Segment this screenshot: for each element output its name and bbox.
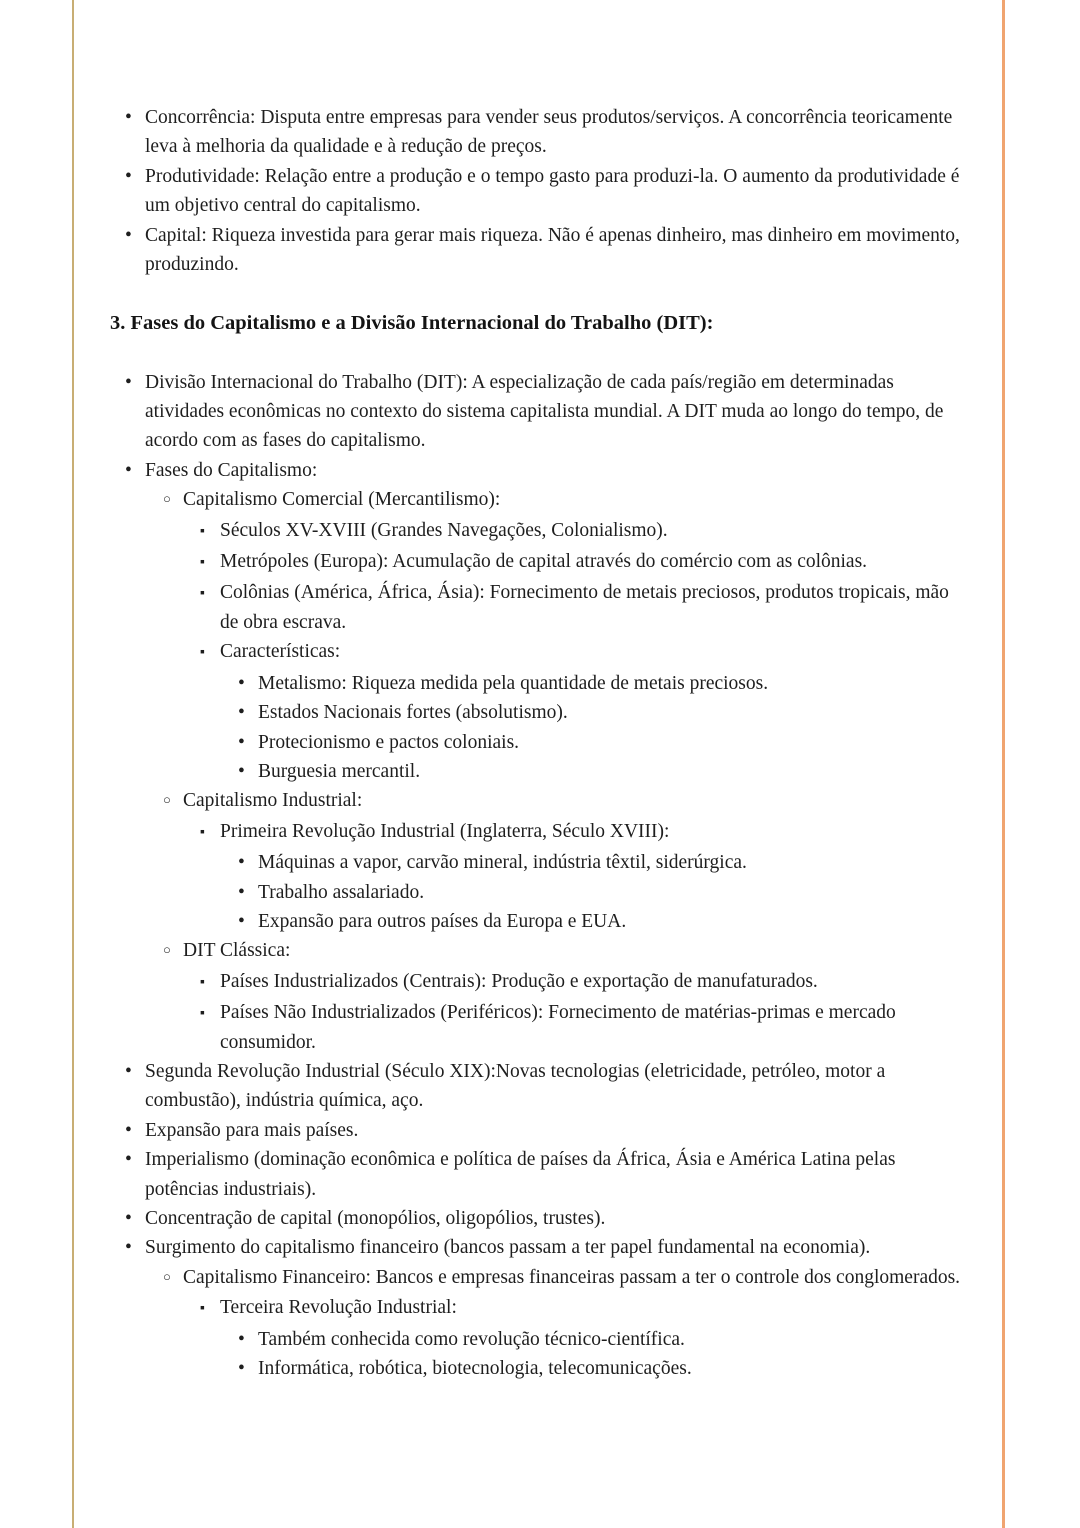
list-item-text: Produtividade: Relação entre a produção e o tempo gasto para produzi-la. O aumento da produtividade é um objetivo central do capitalismo. bbox=[145, 165, 960, 217]
list-item-text: Metalismo: Riqueza medida pela quantidade de metais preciosos. bbox=[258, 672, 769, 694]
list-item-text: Surgimento do capitalismo financeiro (bancos passam a ter papel fundamental na economia). bbox=[145, 1237, 871, 1259]
list-item bbox=[125, 221, 972, 280]
bullet-disc-icon bbox=[238, 848, 258, 877]
page-right-border bbox=[1002, 0, 1005, 1528]
list-item bbox=[238, 1354, 972, 1383]
list-item bbox=[125, 1233, 972, 1262]
list-item bbox=[163, 936, 972, 966]
list-item-text: Também conhecida como revolução técnico-científica. bbox=[258, 1328, 685, 1350]
bullet-disc-icon bbox=[125, 456, 145, 485]
list-item-text: Capitalismo Financeiro: Bancos e empresas financeiras passam a ter o controle dos conglomerados. bbox=[183, 1266, 961, 1288]
bullet-circle-icon bbox=[163, 936, 183, 966]
list-item bbox=[125, 103, 972, 162]
section-heading: 3. Fases do Capitalismo e a Divisão Internacional do Trabalho (DIT): bbox=[110, 311, 714, 334]
list-item-text: Trabalho assalariado. bbox=[258, 881, 425, 903]
bullet-disc-icon bbox=[125, 221, 145, 280]
list-item-text: Concentração de capital (monopólios, oligopólios, trustes). bbox=[145, 1208, 606, 1229]
bullet-square-icon bbox=[200, 817, 220, 848]
list-item bbox=[163, 485, 972, 515]
list-item bbox=[238, 698, 972, 727]
bullet-disc-icon bbox=[238, 698, 258, 727]
list-item-text: Protecionismo e pactos coloniais. bbox=[258, 731, 520, 753]
list-item-text: Máquinas a vapor, carvão mineral, indústria têxtil, siderúrgica. bbox=[258, 852, 747, 874]
list-item bbox=[238, 757, 972, 786]
bullet-square-icon bbox=[200, 967, 220, 998]
bullet-disc-icon bbox=[238, 1354, 258, 1383]
bullet-disc-icon bbox=[238, 757, 258, 786]
bullet-disc-icon bbox=[125, 368, 145, 456]
list-item bbox=[238, 878, 972, 907]
bullet-square-icon bbox=[200, 547, 220, 578]
bullet-disc-icon bbox=[125, 1204, 145, 1233]
outline-list bbox=[110, 368, 972, 1384]
bullet-square-icon bbox=[200, 637, 220, 668]
list-item-text: Metrópoles (Europa): Acumulação de capital através do comércio com as colônias. bbox=[220, 551, 868, 573]
list-item bbox=[125, 162, 972, 221]
list-item-text: Países Não Industrializados (Periféricos): Fornecimento de matérias-primas e mercado consumidor. bbox=[220, 1002, 896, 1053]
list-item-text: Países Industrializados (Centrais): Produção e exportação de manufaturados. bbox=[220, 970, 818, 992]
bullet-disc-icon bbox=[125, 103, 145, 162]
list-item-text: Estados Nacionais fortes (absolutismo). bbox=[258, 702, 568, 724]
list-item-text: Colônias (América, África, Ásia): Fornecimento de metais preciosos, produtos tropicais, mão de obra escrava. bbox=[220, 582, 949, 633]
list-item-text: Expansão para outros países da Europa e EUA. bbox=[258, 910, 627, 932]
bullet-disc-icon bbox=[125, 1116, 145, 1145]
bullet-square-icon bbox=[200, 1293, 220, 1324]
list-item bbox=[200, 1293, 972, 1324]
list-item bbox=[200, 967, 972, 998]
bullet-square-icon bbox=[200, 516, 220, 547]
list-item-text: Segunda Revolução Industrial (Século XIX):Novas tecnologias (eletricidade, petróleo, motor a combustão), indústria química, aço. bbox=[145, 1060, 886, 1112]
list-item bbox=[163, 786, 972, 816]
list-item bbox=[238, 848, 972, 877]
list-item bbox=[238, 728, 972, 757]
list-item-text: Séculos XV-XVIII (Grandes Navegações, Colonialismo). bbox=[220, 519, 668, 541]
list-item-text: Capitalismo Comercial (Mercantilismo): bbox=[183, 489, 501, 511]
list-item-text: Fases do Capitalismo: bbox=[145, 459, 318, 481]
list-item-text: Informática, robótica, biotecnologia, telecomunicações. bbox=[258, 1358, 692, 1380]
list-item bbox=[200, 817, 972, 848]
bullet-disc-icon bbox=[238, 1325, 258, 1354]
bullet-disc-icon bbox=[125, 1233, 145, 1262]
list-item-text: Terceira Revolução Industrial: bbox=[220, 1297, 457, 1319]
list-item-text: Imperialismo (dominação econômica e política de países da África, Ásia e América Latina pelas potências industriais). bbox=[145, 1149, 896, 1200]
list-item-text: Concorrência: Disputa entre empresas para vender seus produtos/serviços. A concorrência teoricamente leva à melhoria da qualidade e à redução de preços. bbox=[145, 107, 953, 158]
list-item bbox=[200, 516, 972, 547]
list-item-text: Características: bbox=[220, 641, 341, 663]
bullet-circle-icon bbox=[163, 485, 183, 515]
intro-list bbox=[110, 103, 972, 279]
list-item-text: Burguesia mercantil. bbox=[258, 760, 421, 782]
bullet-disc-icon bbox=[125, 162, 145, 221]
bullet-square-icon bbox=[200, 998, 220, 1057]
list-item bbox=[125, 1204, 972, 1233]
document-content bbox=[110, 103, 972, 1383]
list-item bbox=[200, 998, 972, 1057]
bullet-disc-icon bbox=[238, 907, 258, 936]
list-item-text: Divisão Internacional do Trabalho (DIT): A especialização de cada país/região em determinadas atividades econômicas no contexto do sistema capitalista mundial. A DIT muda ao longo do tempo, de acordo com as fases do capitalismo. bbox=[145, 371, 944, 452]
list-item bbox=[200, 547, 972, 578]
list-item bbox=[163, 1263, 972, 1293]
list-item-text: DIT Clássica: bbox=[183, 940, 291, 962]
bullet-circle-icon bbox=[163, 1263, 183, 1293]
list-item bbox=[125, 1116, 972, 1145]
list-item-text: Expansão para mais países. bbox=[145, 1119, 359, 1141]
page-left-border bbox=[72, 0, 74, 1528]
list-item bbox=[238, 907, 972, 936]
bullet-disc-icon bbox=[125, 1145, 145, 1204]
list-item bbox=[125, 1057, 972, 1116]
list-item bbox=[200, 578, 972, 637]
list-item bbox=[125, 1145, 972, 1204]
list-item bbox=[125, 456, 972, 485]
bullet-disc-icon bbox=[238, 669, 258, 698]
list-item-text: Capitalismo Industrial: bbox=[183, 790, 363, 812]
bullet-disc-icon bbox=[238, 878, 258, 907]
bullet-disc-icon bbox=[125, 1057, 145, 1116]
list-item-text: Capital: Riqueza investida para gerar mais riqueza. Não é apenas dinheiro, mas dinheiro em movimento, produzindo. bbox=[145, 224, 960, 276]
bullet-circle-icon bbox=[163, 786, 183, 816]
bullet-disc-icon bbox=[238, 728, 258, 757]
list-item-text: Primeira Revolução Industrial (Inglaterra, Século XVIII): bbox=[220, 820, 670, 842]
list-item bbox=[238, 669, 972, 698]
list-item bbox=[238, 1325, 972, 1354]
list-item bbox=[200, 637, 972, 668]
bullet-square-icon bbox=[200, 578, 220, 637]
list-item bbox=[125, 368, 972, 456]
